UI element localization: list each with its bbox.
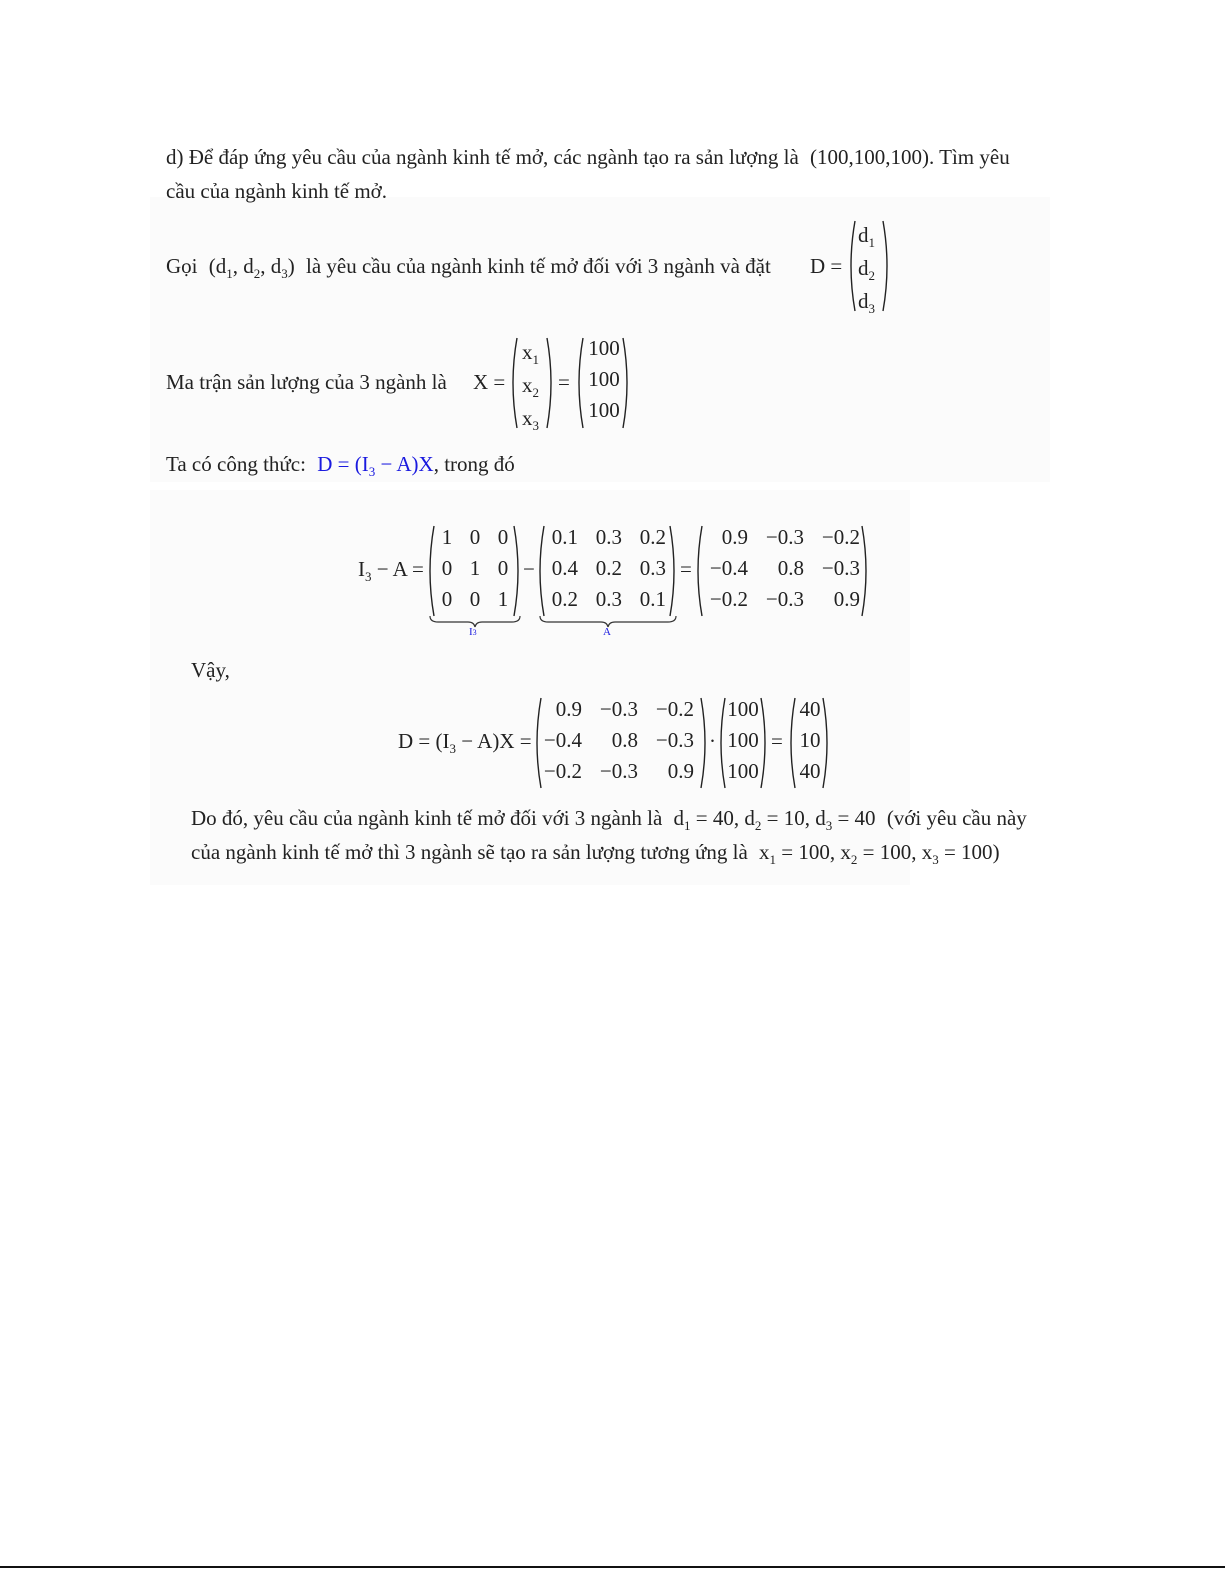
x-lhs: X = — [473, 370, 506, 394]
d-calc-result: 40 10 40 — [799, 697, 821, 783]
i-minus-a-result-matrix: 0.9 −0.3 −0.2 −0.4 0.8 −0.3 −0.2 −0.3 0.9 — [709, 525, 860, 611]
minus-sign: − — [523, 557, 535, 581]
identity-brace-label: I3 — [469, 626, 477, 638]
a-brace-label: A — [603, 626, 611, 638]
para-d-line1: d) Để đáp ứng yêu cầu của ngành kinh tế mở, các ngành tạo ra sản lượng là (100,100,100). Tìm yêu — [166, 145, 1010, 169]
formula-line: Ta có công thức: $D = (I_3 - A)X$, trong đó — [166, 452, 515, 479]
dot-sign: · — [709, 729, 716, 753]
d-values: $d_1 = 40$, $d_2 = 10$, $d_3 = 40$ — [673, 806, 876, 833]
d-calc-eq: = — [771, 729, 783, 753]
output-matrix-text: Ma trận sản lượng của 3 ngành là — [166, 370, 447, 394]
output-vector: (100,100,100) — [810, 145, 930, 169]
d-vector-lhs: D = — [810, 254, 843, 278]
x-values-inline: $x_1 = 100$, $x_2 = 100$, $x_3 = 100$ — [759, 840, 993, 867]
x-eq: = — [558, 370, 570, 394]
d-tuple: ($d_1$, $d_2$, $d_3$) — [208, 254, 295, 281]
identity-matrix: 1 0 0 0 1 0 0 0 1 — [441, 525, 509, 611]
d-calc-lhs: $D = (I_3 - A)X$ = — [398, 729, 532, 756]
eq-sign: = — [680, 557, 692, 581]
para-d-line2: cầu của ngành kinh tế mở. — [166, 179, 388, 203]
conclusion-line1: Do đó, yêu cầu của ngành kinh tế mở đối với 3 ngành là $d_1 = 40$, $d_2 = 10$, $d_3 = 40$ (với yêu cầu này — [191, 806, 1027, 833]
d-vector: $d_1$ $d_2$ $d_3$ — [858, 223, 875, 316]
formula-expression: $D = (I_3 - A)X$ — [317, 452, 434, 479]
page-bottom-rule — [0, 1566, 1225, 1568]
goi-line: Gọi ($d_1$, $d_2$, $d_3$) là yêu cầu của ngành kinh tế mở đối với 3 ngành và đặt — [166, 254, 771, 281]
i-minus-a-lhs: $I_3 - A$ = — [358, 557, 424, 584]
d-calc-x-vector: 100 100 100 — [727, 697, 759, 783]
d-calc-matrix: 0.9 −0.3 −0.2 −0.4 0.8 −0.3 −0.2 −0.3 0.9 — [543, 697, 694, 783]
a-matrix: 0.1 0.3 0.2 0.4 0.2 0.3 0.2 0.3 0.1 — [551, 525, 666, 611]
conclusion-line2: của ngành kinh tế mở thì 3 ngành sẽ tạo ra sản lượng tương ứng là $x_1 = 100$, $x_2 = 100$, $x_3 = 100$) — [191, 840, 1000, 867]
vay-text: Vậy, — [191, 658, 230, 682]
x-vector: $x_1$ $x_2$ $x_3$ — [522, 340, 539, 433]
x-values: 100 100 100 — [588, 336, 620, 422]
